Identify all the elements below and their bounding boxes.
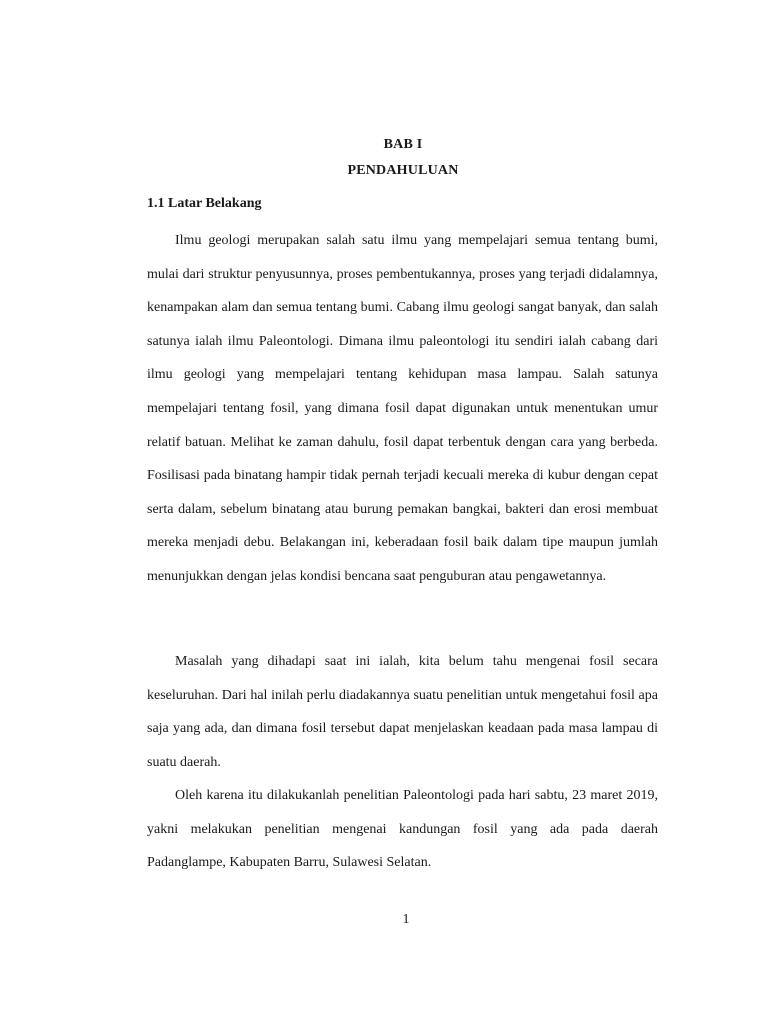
paragraph: Oleh karena itu dilakukanlah penelitian Paleontologi pada hari sabtu, 23 maret 2019, yakni melakukan penelitian mengenai kandungan fosil yang ada pada daerah Padanglampe, Kabupaten Barru, Sulawesi Selatan. (147, 788, 658, 871)
paragraph: Ilmu geologi merupakan salah satu ilmu yang mempelajari semua tentang bumi, mulai dari struktur penyusunnya, proses pembentukannya, proses yang terjadi didalamnya, kenampakan alam dan semua tentang bumi. Cabang ilmu geologi sangat banyak, dan salah satunya ialah ilmu Paleontologi. Dimana ilmu paleontologi itu sendiri ialah cabang dari ilmu geologi yang mempelajari tentang kehidupan masa lampau. Salah satunya mempelajari tentang fosil, yang dimana fosil dapat digunakan untuk menentukan umur relatif batuan. Melihat ke zaman dahulu, fosil dapat terbentuk dengan cara yang berbeda. Fosilisasi pada binatang hampir tidak pernah terjadi kecuali mereka di kubur dengan cepat serta dalam, sebelum binatang atau burung pemakan bangkai, bakteri dan erosi membuat mereka menjadi debu. Belakangan ini, keberadaan fosil baik dalam tipe maupun jumlah menunjukkan dengan jelas kondisi bencana saat penguburan atau pengawetannya. (147, 233, 658, 584)
paragraph: Masalah yang dihadapi saat ini ialah, kita belum tahu mengenai fosil secara keseluruhan. Dari hal inilah perlu diadakannya suatu penelitian untuk mengetahui fosil apa saja yang ada, dan dimana fosil tersebut dapat menjelaskan keadaan pada masa lampau di suatu daerah. (147, 654, 658, 770)
chapter-title: PENDAHULUAN (347, 163, 459, 178)
paragraph-block (147, 645, 658, 779)
paragraph-block (147, 779, 658, 880)
paragraph-block (147, 224, 658, 594)
page-number: 1 (402, 912, 410, 927)
chapter-number: BAB I (383, 137, 423, 152)
section-heading: 1.1 Latar Belakang (147, 196, 262, 211)
